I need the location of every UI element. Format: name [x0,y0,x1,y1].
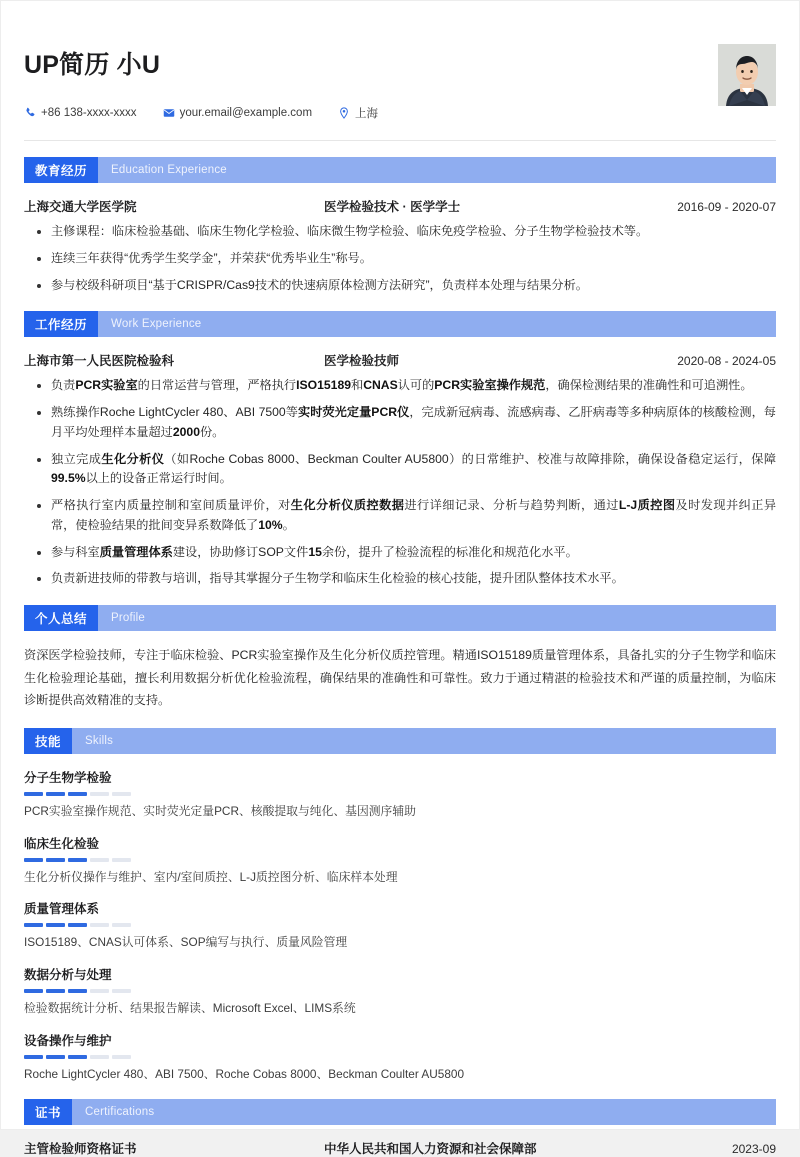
section-title-cn: 个人总结 [24,605,98,631]
page-title: UP简历 小U [24,51,161,79]
skill-name: 质量管理体系 [24,902,100,917]
skill-level-segment [68,989,87,993]
skill-item [24,1031,776,1084]
skill-level-bar [24,989,776,993]
skill-level-segment [24,792,43,796]
skill-level-bar [24,792,776,796]
section-header-work [24,311,776,337]
skill-item [24,834,776,887]
section-header-education [24,157,776,183]
certification-issuer: 中华人民共和国人力资源和社会保障部 [324,1142,537,1157]
education-entry-row [24,197,776,215]
certification-entry-row [24,1139,776,1157]
list-item: 主修课程：临床检验基础、临床生物化学检验、临床微生物学检验、临床免疫学检验、分子生物学检验技术等。 [24,222,776,242]
section-header-certifications [24,1099,776,1125]
skill-level-segment [68,792,87,796]
list-item: 参与校级科研项目“基于CRISPR/Cas9技术的快速病原体检测方法研究”，负责样本处理与结果分析。 [24,276,776,296]
certification-date: 2023-09 [731,1142,776,1157]
skill-item [24,768,776,821]
skill-level-segment [68,858,87,862]
resume-header [24,0,776,121]
education-date: 2016-09 - 2020-07 [677,200,776,214]
skills-list [24,768,776,1083]
skill-level-segment [112,858,131,862]
skill-level-segment [112,1055,131,1059]
work-date: 2020-08 - 2024-05 [677,354,776,369]
section-title-cn: 证书 [24,1099,72,1125]
list-item: 连续三年获得“优秀学生奖学金”，并荣获“优秀毕业生”称号。 [24,249,776,269]
education-bullets [24,222,776,295]
skill-level-segment [90,858,109,862]
skill-description: ISO15189、CNAS认可体系、SOP编写与执行、质量风险管理 [24,935,348,950]
skill-level-bar [24,1055,776,1059]
skill-level-segment [90,792,109,796]
skill-name: 分子生物学检验 [24,770,112,785]
education-degree: 医学检验技术 · 医学学士 [324,200,461,214]
list-item: 严格执行室内质量控制和室间质量评价，对生化分析仪质控数据进行详细记录、分析与趋势判断，通过L-J质控图及时发现并纠正异常，使检验结果的批间变异系数降低了10%。 [24,496,776,536]
list-item: 参与科室质量管理体系建设，协助修订SOP文件15余份，提升了检验流程的标准化和规范化水平。 [24,543,776,563]
header-left [24,42,718,121]
phone-icon [24,107,36,119]
header-divider [24,140,776,141]
skill-item [24,899,776,952]
list-item: 负责PCR实验室的日常运营与管理，严格执行ISO15189和CNAS认可的PCR实验室操作规范，确保检测结果的准确性和可追溯性。 [24,376,776,396]
skill-level-segment [24,989,43,993]
skill-level-segment [68,923,87,927]
skill-description: 检验数据统计分析、结果报告解读、Microsoft Excel、LIMS系统 [24,1000,356,1015]
work-org: 上海市第一人民医院检验科 [24,354,175,369]
section-title-cn: 教育经历 [24,157,98,183]
skill-name: 临床生化检验 [24,836,100,851]
avatar [718,44,776,106]
work-title: 医学检验技师 [324,354,400,369]
skill-level-segment [90,923,109,927]
list-item: 负责新进技师的带教与培训，指导其掌握分子生物学和临床生化检验的核心技能，提升团队整体技术水平。 [24,569,776,589]
skill-level-segment [112,989,131,993]
skill-level-segment [46,1055,65,1059]
section-header-profile [24,605,776,631]
work-bullets [24,376,776,589]
contact-location [338,105,378,121]
skill-level-segment [46,989,65,993]
section-title-cn: 工作经历 [24,311,98,337]
list-item: 熟练操作Roche LightCycler 480、ABI 7500等实时荧光定量PCR仪，完成新冠病毒、流感病毒、乙肝病毒等多种病原体的核酸检测，每月平均处理样本量超过2000份。 [24,403,776,443]
skill-level-segment [90,989,109,993]
skill-level-segment [112,792,131,796]
skill-level-segment [68,1055,87,1059]
skill-level-segment [90,1055,109,1059]
skill-level-segment [46,858,65,862]
contact-email [163,107,312,119]
skill-level-segment [24,923,43,927]
contact-location-text: 上海 [355,108,379,120]
section-title-en: Profile [111,612,146,625]
skill-name: 数据分析与处理 [24,967,112,982]
contact-phone [24,107,137,119]
section-title-cn: 技能 [24,728,72,754]
profile-text: 资深医学检验技师，专注于临床检验、PCR实验室操作及生化分析仪质控管理。精通ISO15189质量管理体系，具备扎实的分子生物学和临床生化检验理论基础，擅长利用数据分析优化检验流程，确保结果的准确性和可靠性。致力于通过精湛的检验技术和严谨的质量控制，为临床诊断提供高效精准的支持。 [24,648,776,708]
education-org: 上海交通大学医学院 [24,200,137,214]
skill-description: Roche LightCycler 480、ABI 7500、Roche Cobas 8000、Beckman Coulter AU5800 [24,1066,465,1081]
contact-row [24,105,718,121]
skill-level-segment [24,858,43,862]
section-profile [24,605,776,712]
list-item: 独立完成生化分析仪（如Roche Cobas 8000、Beckman Coulter AU5800）的日常维护、校准与故障排除，确保设备稳定运行，保障99.5%以上的设备正常运行时间。 [24,450,776,490]
section-certifications [24,1099,776,1157]
location-icon [338,107,350,119]
section-work [24,311,776,589]
mail-icon [163,107,175,119]
contact-email-text: your.email@example.com [179,107,313,119]
section-header-skills [24,728,776,754]
skill-level-bar [24,858,776,862]
work-entry-row [24,351,776,369]
section-title-en: Work Experience [111,318,202,331]
section-skills [24,728,776,1083]
skill-name: 设备操作与维护 [24,1033,112,1048]
skill-description: PCR实验室操作规范、实时荧光定量PCR、核酸提取与纯化、基因测序辅助 [24,803,416,818]
skill-level-segment [112,923,131,927]
section-education [24,157,776,295]
contact-phone-text: +86 138-xxxx-xxxx [41,107,137,119]
skill-level-segment [46,923,65,927]
skill-level-segment [24,1055,43,1059]
section-title-en: Certifications [85,1106,155,1119]
section-title-en: Education Experience [111,164,227,176]
section-title-en: Skills [85,734,114,747]
skill-level-segment [46,792,65,796]
skill-item [24,965,776,1018]
certification-name: 主管检验师资格证书 [24,1142,137,1157]
skill-description: 生化分析仪操作与维护、室内/室间质控、L-J质控图分析、临床样本处理 [24,869,398,884]
skill-level-bar [24,923,776,927]
